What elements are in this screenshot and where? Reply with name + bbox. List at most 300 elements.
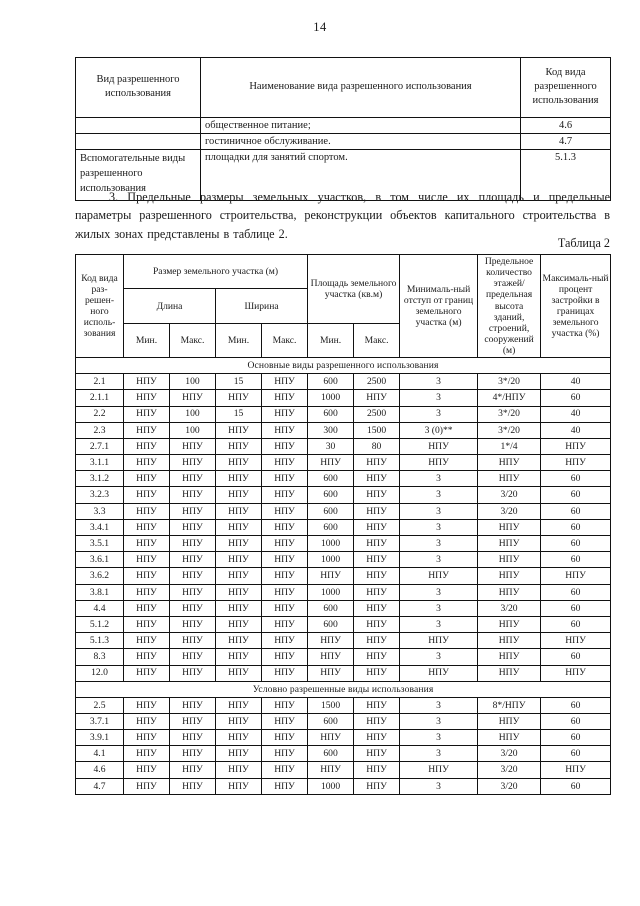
cell-setback: 3 (400, 390, 478, 406)
cell-floors: 1*/4 (478, 438, 541, 454)
cell-setback: 3 (400, 778, 478, 794)
cell-coverage: 60 (541, 778, 611, 794)
cell-area-min: НПУ (308, 568, 354, 584)
header-cell-area-group: Площадь земельного участка (кв.м) (308, 255, 400, 324)
cell-area-min: НПУ (308, 633, 354, 649)
cell-length-max: НПУ (170, 471, 216, 487)
cell-setback: НПУ (400, 568, 478, 584)
cell-width-min: 15 (216, 374, 262, 390)
cell-coverage: 60 (541, 503, 611, 519)
cell-use-code: 4.6 (521, 118, 611, 134)
cell-width-min: НПУ (216, 487, 262, 503)
cell-length-min: НПУ (124, 616, 170, 632)
cell-floors: НПУ (478, 536, 541, 552)
cell-length-max: НПУ (170, 633, 216, 649)
cell-length-min: НПУ (124, 649, 170, 665)
cell-area-max: НПУ (354, 778, 400, 794)
cell-coverage: 60 (541, 649, 611, 665)
table-row (76, 633, 611, 649)
cell-use-code: 4.7 (521, 134, 611, 150)
cell-length-max: НПУ (170, 697, 216, 713)
cell-setback: 3 (400, 503, 478, 519)
cell-setback: НПУ (400, 762, 478, 778)
cell-code: 3.3 (76, 503, 124, 519)
cell-width-max: НПУ (262, 374, 308, 390)
cell-coverage: 40 (541, 406, 611, 422)
cell-setback: 3 (400, 406, 478, 422)
cell-area-min: 1000 (308, 584, 354, 600)
cell-setback: НПУ (400, 665, 478, 681)
cell-floors: 3*/20 (478, 406, 541, 422)
table-row (76, 568, 611, 584)
cell-length-max: НПУ (170, 519, 216, 535)
cell-width-min: НПУ (216, 730, 262, 746)
cell-width-min: НПУ (216, 697, 262, 713)
cell-code: 3.1.1 (76, 455, 124, 471)
header-cell-width: Ширина (216, 289, 308, 323)
cell-setback: НПУ (400, 633, 478, 649)
cell-length-max: НПУ (170, 390, 216, 406)
header-cell-width-min: Мин. (216, 323, 262, 357)
cell-use-code: 5.1.3 (521, 150, 611, 201)
cell-coverage: НПУ (541, 438, 611, 454)
table-row (76, 390, 611, 406)
table-row (76, 584, 611, 600)
cell-width-max: НПУ (262, 762, 308, 778)
section-title: Основные виды разрешенного использования (76, 358, 611, 374)
cell-width-max: НПУ (262, 455, 308, 471)
cell-area-min: 300 (308, 422, 354, 438)
cell-setback: НПУ (400, 455, 478, 471)
cell-setback: 3 (400, 374, 478, 390)
cell-length-min: НПУ (124, 697, 170, 713)
cell-coverage: 60 (541, 487, 611, 503)
cell-area-min: 600 (308, 746, 354, 762)
cell-width-max: НПУ (262, 746, 308, 762)
cell-length-min: НПУ (124, 665, 170, 681)
cell-setback: 3 (400, 584, 478, 600)
cell-length-min: НПУ (124, 746, 170, 762)
cell-area-max: НПУ (354, 584, 400, 600)
land-parameters-table-head (76, 255, 611, 358)
cell-coverage: 40 (541, 374, 611, 390)
cell-length-max: НПУ (170, 762, 216, 778)
header-cell-size-group: Размер земельного участка (м) (124, 255, 308, 289)
cell-code: 3.7.1 (76, 713, 124, 729)
cell-area-min: НПУ (308, 455, 354, 471)
cell-floors: НПУ (478, 633, 541, 649)
cell-floors: НПУ (478, 471, 541, 487)
table-row (76, 406, 611, 422)
table-row (76, 616, 611, 632)
cell-area-max: 1500 (354, 422, 400, 438)
cell-width-max: НПУ (262, 390, 308, 406)
cell-width-min: НПУ (216, 762, 262, 778)
cell-width-min: НПУ (216, 503, 262, 519)
cell-coverage: 60 (541, 730, 611, 746)
cell-length-max: НПУ (170, 778, 216, 794)
table-section-header-row (76, 681, 611, 697)
cell-width-max: НПУ (262, 584, 308, 600)
cell-setback: 3 (400, 471, 478, 487)
cell-length-max: НПУ (170, 438, 216, 454)
table-header-row (76, 58, 611, 118)
cell-length-max: 100 (170, 422, 216, 438)
table-row (76, 134, 611, 150)
cell-area-max: НПУ (354, 600, 400, 616)
cell-length-min: НПУ (124, 422, 170, 438)
cell-area-max: НПУ (354, 390, 400, 406)
cell-floors: 3/20 (478, 600, 541, 616)
cell-length-min: НПУ (124, 633, 170, 649)
cell-area-min: 30 (308, 438, 354, 454)
cell-code: 3.6.2 (76, 568, 124, 584)
cell-area-max: НПУ (354, 552, 400, 568)
cell-area-min: НПУ (308, 730, 354, 746)
cell-setback: 3 (0)** (400, 422, 478, 438)
cell-length-max: НПУ (170, 730, 216, 746)
cell-width-min: НПУ (216, 536, 262, 552)
cell-width-max: НПУ (262, 406, 308, 422)
cell-floors: НПУ (478, 730, 541, 746)
cell-setback: 3 (400, 519, 478, 535)
cell-width-min: НПУ (216, 778, 262, 794)
header-cell-use-code: Код вида разрешенного использования (521, 58, 611, 118)
cell-width-min: НПУ (216, 746, 262, 762)
cell-coverage: НПУ (541, 665, 611, 681)
cell-coverage: 60 (541, 713, 611, 729)
cell-width-min: 15 (216, 406, 262, 422)
cell-code: 3.6.1 (76, 552, 124, 568)
cell-width-max: НПУ (262, 778, 308, 794)
table-row (76, 487, 611, 503)
cell-width-max: НПУ (262, 649, 308, 665)
table-row (76, 118, 611, 134)
cell-width-min: НПУ (216, 422, 262, 438)
cell-area-max: НПУ (354, 616, 400, 632)
paragraph-3: 3. Предельные размеры земельных участков, в том числе их площадь и предельные параметры разрешенного строительства, реконструкции объектов капитального строительства в жилых зонах представлены в таблице 2. (75, 190, 610, 241)
table-row (76, 730, 611, 746)
cell-coverage: 60 (541, 616, 611, 632)
table-row (76, 422, 611, 438)
cell-width-max: НПУ (262, 713, 308, 729)
cell-code: 3.1.2 (76, 471, 124, 487)
cell-area-max: НПУ (354, 568, 400, 584)
cell-floors: 3/20 (478, 503, 541, 519)
header-cell-length-min: Мин. (124, 323, 170, 357)
cell-length-min: НПУ (124, 374, 170, 390)
table-row (76, 552, 611, 568)
header-cell-floors: Предельное количество этажей/ предельная высота зданий, строений, сооружений (м) (478, 255, 541, 358)
cell-length-min: НПУ (124, 536, 170, 552)
cell-width-min: НПУ (216, 519, 262, 535)
header-cell-length: Длина (124, 289, 216, 323)
cell-length-max: НПУ (170, 746, 216, 762)
cell-area-max: НПУ (354, 762, 400, 778)
table-row (76, 503, 611, 519)
cell-width-min: НПУ (216, 552, 262, 568)
cell-coverage: 40 (541, 422, 611, 438)
cell-code: 3.4.1 (76, 519, 124, 535)
table-row (76, 762, 611, 778)
header-cell-use-name: Наименование вида разрешенного использования (201, 58, 521, 118)
cell-floors: 3/20 (478, 746, 541, 762)
cell-width-max: НПУ (262, 552, 308, 568)
cell-width-min: НПУ (216, 584, 262, 600)
header-cell-area-min: Мин. (308, 323, 354, 357)
cell-width-max: НПУ (262, 471, 308, 487)
cell-length-min: НПУ (124, 503, 170, 519)
cell-width-max: НПУ (262, 600, 308, 616)
cell-area-min: НПУ (308, 649, 354, 665)
cell-floors: 3/20 (478, 487, 541, 503)
cell-setback: 3 (400, 713, 478, 729)
cell-area-max: НПУ (354, 471, 400, 487)
cell-setback: 3 (400, 487, 478, 503)
cell-coverage: 60 (541, 390, 611, 406)
header-cell-setback: Минималь-ный отступ от границ земельного участка (м) (400, 255, 478, 358)
cell-setback: 3 (400, 746, 478, 762)
cell-width-min: НПУ (216, 616, 262, 632)
table-row (76, 665, 611, 681)
cell-floors: 3*/20 (478, 422, 541, 438)
cell-coverage: 60 (541, 584, 611, 600)
cell-area-max: НПУ (354, 730, 400, 746)
cell-area-max: НПУ (354, 649, 400, 665)
cell-area-min: НПУ (308, 665, 354, 681)
cell-code: 8.3 (76, 649, 124, 665)
cell-width-min: НПУ (216, 438, 262, 454)
cell-area-min: 600 (308, 471, 354, 487)
cell-code: 2.2 (76, 406, 124, 422)
cell-length-max: 100 (170, 406, 216, 422)
cell-width-max: НПУ (262, 665, 308, 681)
cell-code: 4.4 (76, 600, 124, 616)
cell-setback: НПУ (400, 438, 478, 454)
cell-floors: НПУ (478, 713, 541, 729)
cell-width-max: НПУ (262, 568, 308, 584)
cell-area-min: 600 (308, 519, 354, 535)
cell-length-min: НПУ (124, 600, 170, 616)
cell-area-max: НПУ (354, 503, 400, 519)
cell-use-kind (76, 118, 201, 134)
cell-length-min: НПУ (124, 390, 170, 406)
table-row (76, 746, 611, 762)
permitted-use-table (75, 57, 611, 201)
cell-code: 2.3 (76, 422, 124, 438)
cell-area-max: НПУ (354, 455, 400, 471)
cell-area-max: НПУ (354, 633, 400, 649)
cell-area-min: 600 (308, 374, 354, 390)
cell-use-name: площадки для занятий спортом. (201, 150, 521, 201)
cell-width-min: НПУ (216, 633, 262, 649)
cell-length-max: НПУ (170, 616, 216, 632)
table-row (76, 697, 611, 713)
cell-width-max: НПУ (262, 730, 308, 746)
cell-length-min: НПУ (124, 568, 170, 584)
cell-area-min: 1000 (308, 536, 354, 552)
header-cell-area-max: Макс. (354, 323, 400, 357)
cell-length-max: НПУ (170, 713, 216, 729)
cell-floors: 8*/НПУ (478, 697, 541, 713)
cell-width-min: НПУ (216, 390, 262, 406)
cell-length-min: НПУ (124, 762, 170, 778)
cell-coverage: НПУ (541, 455, 611, 471)
cell-length-max: НПУ (170, 455, 216, 471)
cell-width-max: НПУ (262, 616, 308, 632)
table-row (76, 713, 611, 729)
cell-area-min: 600 (308, 616, 354, 632)
cell-area-max: НПУ (354, 713, 400, 729)
cell-area-min: 600 (308, 406, 354, 422)
page-number: 14 (313, 20, 327, 34)
cell-length-min: НПУ (124, 713, 170, 729)
cell-width-max: НПУ (262, 503, 308, 519)
cell-floors: 4*/НПУ (478, 390, 541, 406)
table-row (76, 455, 611, 471)
cell-area-max: 2500 (354, 374, 400, 390)
cell-code: 3.9.1 (76, 730, 124, 746)
cell-floors: 3/20 (478, 762, 541, 778)
cell-code: 4.6 (76, 762, 124, 778)
cell-width-max: НПУ (262, 487, 308, 503)
cell-code: 5.1.3 (76, 633, 124, 649)
header-cell-code: Код вида раз-решен-ного исполь-зования (76, 255, 124, 358)
cell-area-min: 600 (308, 503, 354, 519)
cell-length-max: НПУ (170, 503, 216, 519)
cell-width-min: НПУ (216, 471, 262, 487)
cell-setback: 3 (400, 616, 478, 632)
cell-length-min: НПУ (124, 778, 170, 794)
cell-floors: НПУ (478, 519, 541, 535)
cell-use-name: гостиничное обслуживание. (201, 134, 521, 150)
header-cell-length-max: Макс. (170, 323, 216, 357)
header-cell-width-max: Макс. (262, 323, 308, 357)
cell-area-min: 1000 (308, 390, 354, 406)
cell-area-max: НПУ (354, 746, 400, 762)
cell-area-min: 600 (308, 600, 354, 616)
table-row (76, 600, 611, 616)
cell-use-name: общественное питание; (201, 118, 521, 134)
cell-code: 3.8.1 (76, 584, 124, 600)
cell-area-min: 1000 (308, 778, 354, 794)
cell-width-max: НПУ (262, 633, 308, 649)
cell-floors: НПУ (478, 584, 541, 600)
cell-length-min: НПУ (124, 584, 170, 600)
cell-area-min: 1500 (308, 697, 354, 713)
cell-coverage: НПУ (541, 568, 611, 584)
cell-length-min: НПУ (124, 438, 170, 454)
cell-coverage: 60 (541, 552, 611, 568)
cell-coverage: НПУ (541, 633, 611, 649)
cell-length-min: НПУ (124, 471, 170, 487)
cell-floors: НПУ (478, 568, 541, 584)
cell-length-max: 100 (170, 374, 216, 390)
cell-area-max: 80 (354, 438, 400, 454)
cell-length-max: НПУ (170, 552, 216, 568)
table-header-row-1 (76, 255, 611, 289)
cell-length-max: НПУ (170, 600, 216, 616)
cell-width-max: НПУ (262, 697, 308, 713)
cell-coverage: НПУ (541, 762, 611, 778)
cell-floors: НПУ (478, 552, 541, 568)
cell-length-min: НПУ (124, 730, 170, 746)
cell-length-max: НПУ (170, 584, 216, 600)
cell-use-kind (76, 134, 201, 150)
cell-width-min: НПУ (216, 713, 262, 729)
cell-floors: НПУ (478, 616, 541, 632)
table-row (76, 471, 611, 487)
cell-code: 5.1.2 (76, 616, 124, 632)
cell-coverage: 60 (541, 746, 611, 762)
cell-coverage: 60 (541, 697, 611, 713)
cell-width-max: НПУ (262, 438, 308, 454)
cell-length-max: НПУ (170, 665, 216, 681)
cell-area-max: НПУ (354, 697, 400, 713)
cell-floors: НПУ (478, 665, 541, 681)
table-row (76, 519, 611, 535)
cell-coverage: 60 (541, 519, 611, 535)
cell-setback: 3 (400, 552, 478, 568)
cell-code: 4.1 (76, 746, 124, 762)
header-cell-coverage: Максималь-ный процент застройки в границах земельного участка (%) (541, 255, 611, 358)
permitted-use-table-head (76, 58, 611, 118)
cell-area-max: 2500 (354, 406, 400, 422)
section-title: Условно разрешенные виды использования (76, 681, 611, 697)
table-row (76, 536, 611, 552)
cell-code: 3.5.1 (76, 536, 124, 552)
cell-area-min: 600 (308, 713, 354, 729)
table-row (76, 374, 611, 390)
cell-width-min: НПУ (216, 665, 262, 681)
cell-area-min: 1000 (308, 552, 354, 568)
table-row (76, 438, 611, 454)
cell-length-min: НПУ (124, 487, 170, 503)
cell-length-max: НПУ (170, 568, 216, 584)
cell-code: 2.1 (76, 374, 124, 390)
table2-caption: Таблица 2 (557, 236, 610, 250)
cell-area-max: НПУ (354, 665, 400, 681)
cell-length-max: НПУ (170, 487, 216, 503)
cell-coverage: 60 (541, 600, 611, 616)
header-cell-use-kind: Вид разрешенного использования (76, 58, 201, 118)
cell-area-max: НПУ (354, 519, 400, 535)
cell-code: 2.1.1 (76, 390, 124, 406)
cell-length-max: НПУ (170, 649, 216, 665)
table-row (76, 649, 611, 665)
cell-length-min: НПУ (124, 406, 170, 422)
land-parameters-table-body (76, 358, 611, 795)
cell-code: 12.0 (76, 665, 124, 681)
cell-length-min: НПУ (124, 455, 170, 471)
cell-area-max: НПУ (354, 487, 400, 503)
cell-use-kind: Вспомогательные виды разрешенного использования (76, 150, 201, 201)
cell-area-min: НПУ (308, 762, 354, 778)
cell-coverage: 60 (541, 536, 611, 552)
cell-area-max: НПУ (354, 536, 400, 552)
cell-setback: 3 (400, 600, 478, 616)
cell-coverage: 60 (541, 471, 611, 487)
cell-width-max: НПУ (262, 536, 308, 552)
cell-floors: НПУ (478, 649, 541, 665)
cell-width-max: НПУ (262, 422, 308, 438)
cell-width-min: НПУ (216, 649, 262, 665)
table-section-header-row (76, 358, 611, 374)
cell-length-max: НПУ (170, 536, 216, 552)
cell-width-min: НПУ (216, 600, 262, 616)
cell-width-min: НПУ (216, 568, 262, 584)
cell-setback: 3 (400, 730, 478, 746)
